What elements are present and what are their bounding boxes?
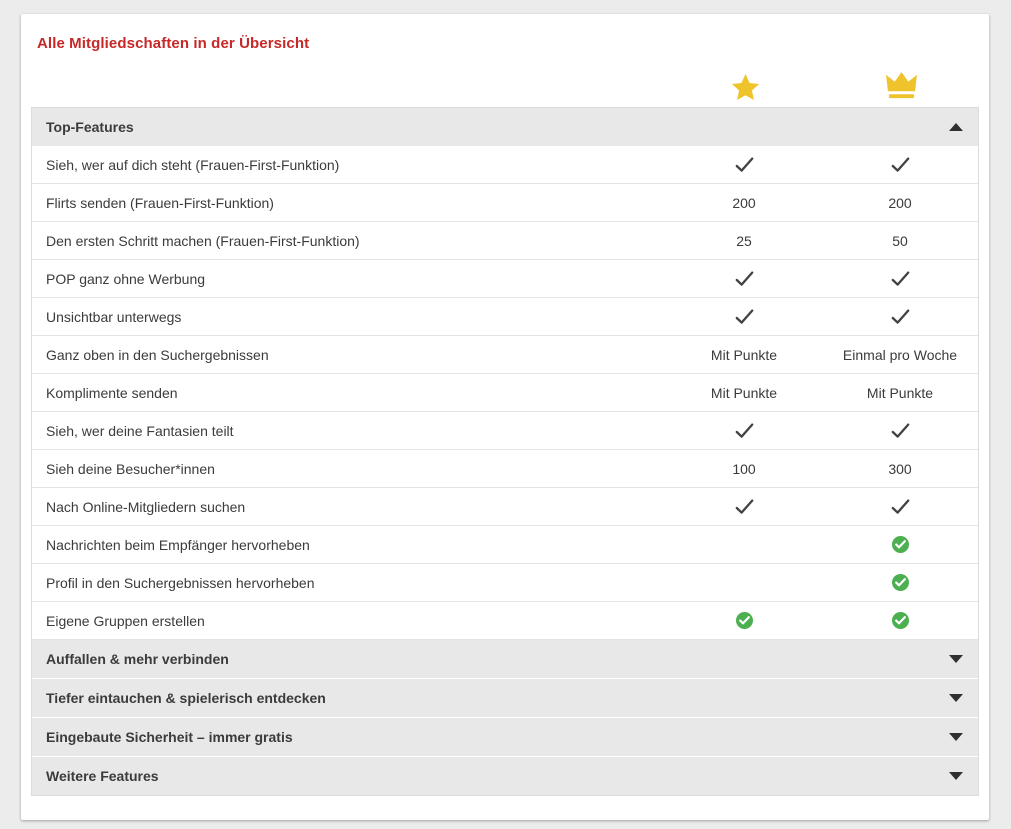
- table-row: [32, 298, 978, 336]
- section-header-eingebaute-sicherheit-immer-gratis[interactable]: [32, 718, 978, 756]
- feature-label: Eigene Gruppen erstellen: [46, 612, 205, 629]
- check-icon: [822, 298, 978, 335]
- green-check-icon: [666, 602, 822, 639]
- table-row: [32, 374, 978, 412]
- page-title: Alle Mitgliedschaften in der Übersicht: [37, 35, 310, 52]
- caret-up-icon: [949, 123, 963, 131]
- comparison-table: [31, 107, 979, 796]
- table-row: [32, 526, 978, 564]
- table-row: [32, 564, 978, 602]
- feature-label: Sieh, wer auf dich steht (Frauen-First-Funktion): [46, 156, 340, 173]
- feature-label: Nach Online-Mitgliedern suchen: [46, 498, 246, 515]
- feature-label: Sieh, wer deine Fantasien teilt: [46, 422, 234, 439]
- section-header-weitere-features[interactable]: [32, 757, 978, 795]
- empty-cell: [666, 564, 822, 601]
- feature-label: Unsichtbar unterwegs: [46, 308, 182, 325]
- section-label: Auffallen & mehr verbinden: [46, 651, 229, 667]
- caret-down-icon: [949, 655, 963, 663]
- value-text: 25: [736, 232, 752, 249]
- feature-label: Flirts senden (Frauen-First-Funktion): [46, 194, 274, 211]
- section-header-tiefer-eintauchen-spielerisch-entdecken[interactable]: [32, 679, 978, 717]
- value-text: 200: [732, 194, 756, 211]
- table-row: [32, 222, 978, 260]
- empty-cell: [666, 526, 822, 563]
- table-row: [32, 184, 978, 222]
- feature-label: Komplimente senden: [46, 384, 178, 401]
- feature-label: Sieh deine Besucher*innen: [46, 460, 215, 477]
- caret-down-icon: [949, 733, 963, 741]
- section-label: Weitere Features: [46, 768, 159, 784]
- caret-down-icon: [949, 772, 963, 780]
- check-icon: [666, 146, 822, 183]
- feature-label: Profil in den Suchergebnissen hervorheben: [46, 574, 315, 591]
- value-text: Mit Punkte: [710, 384, 778, 401]
- value-text: Mit Punkte: [866, 384, 934, 401]
- check-icon: [822, 412, 978, 449]
- table-row: [32, 488, 978, 526]
- check-icon: [666, 298, 822, 335]
- section-label: Top-Features: [46, 119, 134, 135]
- check-icon: [822, 260, 978, 297]
- value-text: 300: [888, 460, 912, 477]
- check-icon: [822, 146, 978, 183]
- section-label: Tiefer eintauchen & spielerisch entdecken: [46, 690, 326, 706]
- green-check-icon: [822, 564, 978, 601]
- section-label: Eingebaute Sicherheit – immer gratis: [46, 729, 293, 745]
- table-row: [32, 336, 978, 374]
- feature-label: POP ganz ohne Werbung: [46, 270, 206, 287]
- section-header-auffallen-mehr-verbinden[interactable]: [32, 640, 978, 678]
- feature-label: Ganz oben in den Suchergebnissen: [46, 346, 269, 363]
- crown-icon: [823, 66, 979, 102]
- caret-down-icon: [949, 694, 963, 702]
- feature-label: Nachrichten beim Empfänger hervorheben: [46, 536, 310, 553]
- value-text: Mit Punkte: [710, 346, 778, 363]
- column-header-row: [31, 66, 979, 102]
- table-row: [32, 146, 978, 184]
- membership-overview-card: [21, 14, 989, 820]
- value-text: 200: [888, 194, 912, 211]
- check-icon: [666, 412, 822, 449]
- table-row: [32, 412, 978, 450]
- table-row: [32, 260, 978, 298]
- green-check-icon: [822, 602, 978, 639]
- check-icon: [666, 488, 822, 525]
- table-row: [32, 602, 978, 640]
- feature-label: Den ersten Schritt machen (Frauen-First-Funktion): [46, 232, 360, 249]
- section-header-top-features[interactable]: [32, 108, 978, 146]
- value-text: 50: [892, 232, 908, 249]
- check-icon: [666, 260, 822, 297]
- value-text: 100: [732, 460, 756, 477]
- value-text: Einmal pro Woche: [842, 346, 958, 363]
- check-icon: [822, 488, 978, 525]
- star-icon: [667, 66, 823, 102]
- green-check-icon: [822, 526, 978, 563]
- table-row: [32, 450, 978, 488]
